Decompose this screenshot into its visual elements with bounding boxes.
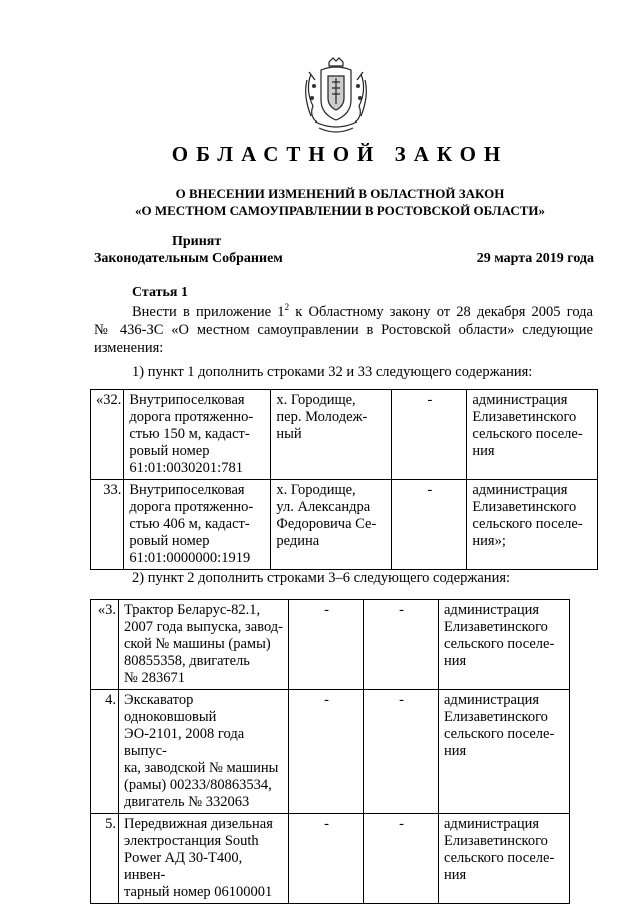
coat-of-arms-emblem — [299, 56, 373, 138]
cell-line: администрация — [444, 816, 540, 832]
table-point-1-rows — [90, 389, 598, 570]
article-intro-paragraph — [94, 303, 593, 357]
table-point-2-rows — [90, 599, 570, 904]
cell-line: администрация — [444, 692, 540, 708]
cell-line: электростанция South — [124, 833, 259, 849]
law-subtitle-line-1: О ВНЕСЕНИИ ИЗМЕНЕНИЙ В ОБЛАСТНОЙ ЗАКОН — [175, 186, 505, 201]
cell-line: дорога протяженно- — [129, 409, 254, 425]
cell-line: сельского поселе- — [444, 726, 555, 742]
cell-line: Внутрипоселковая — [129, 482, 245, 498]
cell-line: 80855358, двигатель — [124, 653, 250, 669]
cell-line: ния — [472, 443, 495, 459]
cell-line: ул. Александра — [276, 499, 371, 515]
recipient — [467, 390, 598, 480]
cell-line: ровый номер — [129, 533, 210, 549]
table-row — [91, 600, 570, 690]
adoption-date: 29 марта 2019 года — [476, 251, 594, 266]
cell-line: 61:01:0000000:1919 — [129, 550, 251, 566]
row-number: «3. — [91, 600, 119, 690]
recipient — [439, 690, 570, 814]
article-heading: Статья 1 — [132, 285, 188, 300]
cell-line: сельского поселе- — [444, 850, 555, 866]
cell-line: Power АД 30-Т400, инвен- — [124, 850, 243, 883]
recipient — [467, 480, 598, 570]
cell-line: тарный номер 06100001 — [124, 884, 273, 900]
cell-line: Внутрипоселковая — [129, 392, 245, 408]
table-row — [91, 814, 570, 904]
row-number: 4. — [91, 690, 119, 814]
recipient — [439, 600, 570, 690]
cell-line: х. Городище, — [276, 392, 356, 408]
empty-column-value: - — [364, 600, 439, 690]
object-location — [271, 390, 392, 480]
cell-line: сельского поселе- — [472, 426, 583, 442]
cell-line: Елизаветинского — [472, 499, 577, 515]
cell-line: Елизаветинского — [472, 409, 577, 425]
adopted-label: Принят — [172, 234, 222, 249]
law-subtitle-line-2: «О МЕСТНОМ САМОУПРАВЛЕНИИ В РОСТОВСКОЙ ОБЛАСТИ» — [135, 203, 545, 218]
row-number: 33. — [91, 480, 124, 570]
object-description — [119, 814, 289, 904]
object-description — [124, 480, 271, 570]
table-row — [91, 690, 570, 814]
cell-line: (рамы) 00233/80863534, — [124, 777, 272, 793]
cell-line: администрация — [472, 482, 568, 498]
intro-line-1: Внести в приложение $1^2$ к Областному закону от 28 декабря 2005 года — [132, 302, 593, 320]
empty-column-value: - — [364, 814, 439, 904]
table-row — [91, 480, 598, 570]
object-description — [124, 390, 271, 480]
cell-line: № 283671 — [124, 670, 185, 686]
document-title: ОБЛАСТНОЙ ЗАКОН — [171, 142, 509, 166]
cell-line: Елизаветинского — [444, 709, 548, 725]
cell-line: пер. Молодеж- — [276, 409, 368, 425]
cell-line: редина — [276, 533, 320, 549]
cell-line: ния»; — [472, 533, 506, 549]
cell-line: ровый номер — [129, 443, 210, 459]
recipient — [439, 814, 570, 904]
object-description — [119, 600, 289, 690]
cell-line: Передвижная дизельная — [124, 816, 273, 832]
cell-line: Федоровича Се- — [276, 516, 377, 532]
cell-line: 2007 года выпуска, завод- — [124, 619, 283, 635]
cell-line: ской № машины (рамы) — [124, 636, 271, 652]
cell-line: администрация — [472, 392, 568, 408]
row-number: 5. — [91, 814, 119, 904]
object-description — [119, 690, 289, 814]
empty-column-value: - — [364, 690, 439, 814]
cell-line: сельского поселе- — [444, 636, 555, 652]
cell-line: двигатель № 332063 — [124, 794, 250, 810]
table-row — [91, 390, 598, 480]
cell-line: ния — [444, 743, 467, 759]
empty-column-value: - — [392, 390, 467, 480]
empty-column-value: - — [289, 600, 364, 690]
cell-line: ЭО-2101, 2008 года выпус- — [124, 726, 245, 759]
cell-line: ный — [276, 426, 302, 442]
cell-line: Трактор Беларус-82.1, — [124, 602, 261, 618]
cell-line: Экскаватор одноковшовый — [124, 692, 217, 725]
cell-line: ния — [444, 653, 467, 669]
empty-column-value: - — [289, 690, 364, 814]
cell-line: Елизаветинского — [444, 833, 548, 849]
cell-line: стью 150 м, кадаст- — [129, 426, 250, 442]
cell-line: Елизаветинского — [444, 619, 548, 635]
cell-line: дорога протяженно- — [129, 499, 254, 515]
empty-column-value: - — [289, 814, 364, 904]
cell-line: администрация — [444, 602, 540, 618]
cell-line: х. Городище, — [276, 482, 356, 498]
adopted-by: Законодательным Собранием — [94, 251, 283, 266]
amendment-item-1: 1) пункт 1 дополнить строками 32 и 33 следующего содержания: — [132, 364, 533, 380]
row-number: «32. — [91, 390, 124, 480]
intro-line-3: изменения: — [94, 340, 164, 356]
empty-column-value: - — [392, 480, 467, 570]
object-location — [271, 480, 392, 570]
cell-line: сельского поселе- — [472, 516, 583, 532]
cell-line: ка, заводской № машины — [124, 760, 279, 776]
cell-line: 61:01:0030201:781 — [129, 460, 243, 476]
intro-line-2: № 436-ЗС «О местном самоуправлении в Ростовской области» следующие — [94, 322, 593, 338]
cell-line: ния — [444, 867, 467, 883]
amendment-item-2: 2) пункт 2 дополнить строками 3–6 следующего содержания: — [132, 570, 511, 586]
cell-line: стью 406 м, кадаст- — [129, 516, 250, 532]
